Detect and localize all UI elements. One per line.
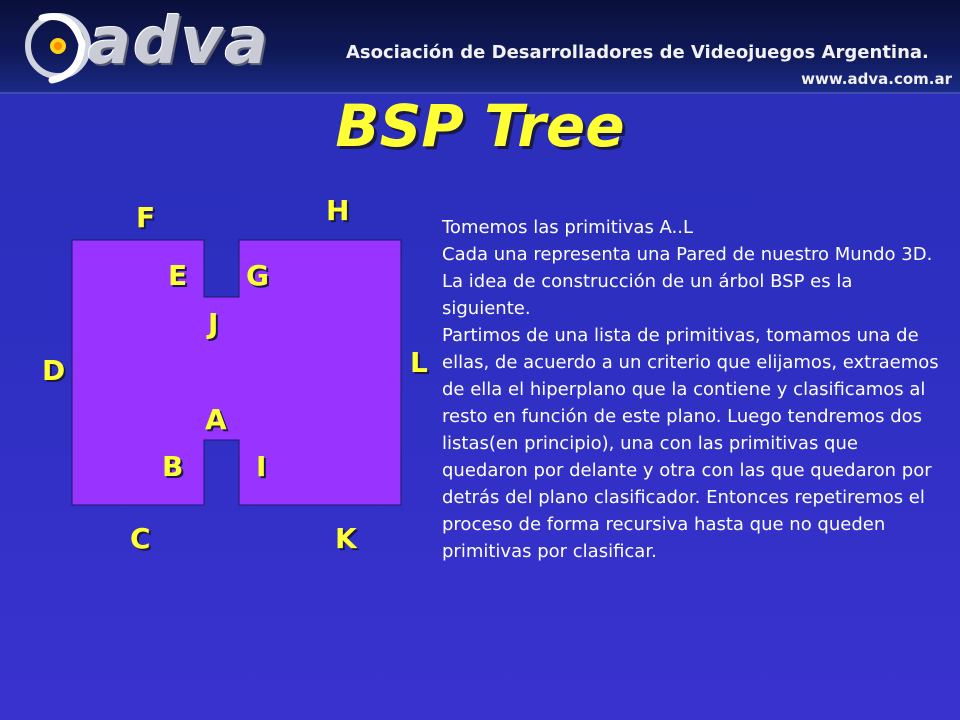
explanation-text xyxy=(442,214,942,565)
floorplan-shape xyxy=(72,240,401,505)
paragraph-intro: Tomemos las primitivas A..L xyxy=(442,217,694,238)
label-g: G xyxy=(246,259,269,292)
label-e: E xyxy=(168,259,188,292)
label-i: I xyxy=(256,450,267,483)
label-k: K xyxy=(335,522,357,555)
adva-logo-text: adva xyxy=(88,5,270,79)
paragraph-walls: Cada una representa una Pared de nuestro Mundo 3D. xyxy=(442,244,933,265)
label-f: F xyxy=(136,201,156,234)
label-c: C xyxy=(130,522,151,555)
website-url: www.adva.com.ar xyxy=(801,70,952,88)
paragraph-algorithm: Partimos de una lista de primitivas, tomamos una de ellas, de acuerdo a un criterio que elijamos, extraemos de ella el hiperplano que la contiene y clasificamos al resto en función de este plano. Luego tendremos dos listas(en principio), una con las primitivas que quedaron por delante y otra con las que quedaron por detrás del plano clasificador. Entonces repetiremos el proceso de forma recursiva hasta que no queden primitivas por clasificar. xyxy=(442,325,939,562)
organization-name: Asociación de Desarrolladores de Videojuegos Argentina. xyxy=(346,42,929,63)
bsp-floorplan-diagram xyxy=(0,0,440,720)
label-h: H xyxy=(326,194,350,227)
label-j: J xyxy=(208,307,219,340)
label-b: B xyxy=(162,450,184,483)
paragraph-idea: La idea de construcción de un árbol BSP es la siguiente. xyxy=(442,271,853,319)
label-d: D xyxy=(42,354,66,387)
label-l: L xyxy=(410,346,428,379)
slide-title: BSP Tree xyxy=(335,92,625,160)
label-a: A xyxy=(205,403,227,436)
